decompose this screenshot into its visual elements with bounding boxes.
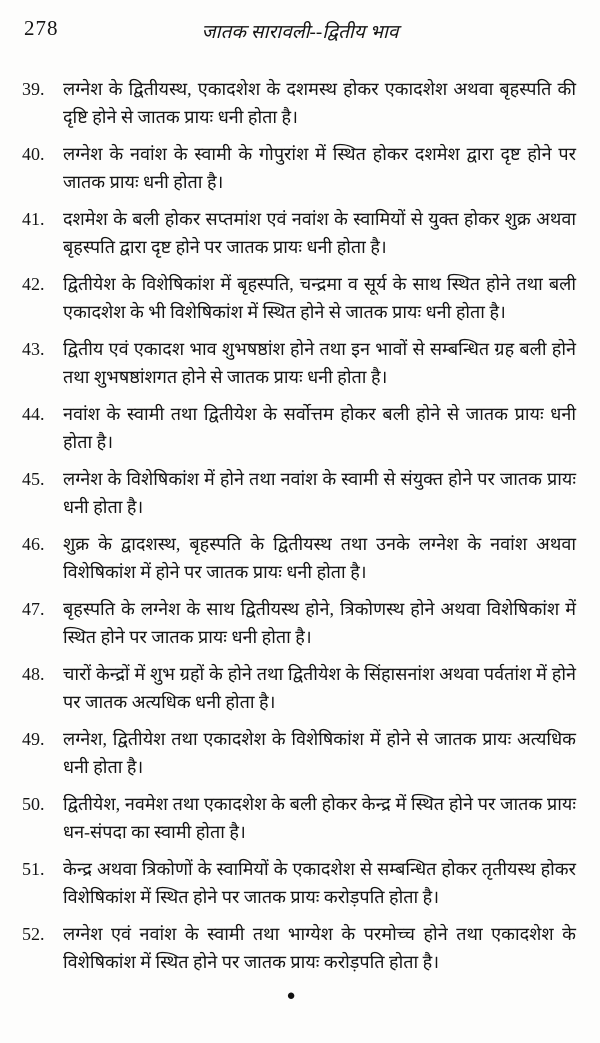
item-text: चारों केन्द्रों में शुभ ग्रहों के होने तथा द्वितीयेश के सिंहासनांश अथवा पर्वतांश में होने पर जातक अत्यधिक धनी होता है।	[63, 664, 576, 712]
running-header-title: जातक सारावली--द्वितीय भाव	[201, 22, 399, 43]
list-item	[22, 595, 576, 651]
item-number: 44.	[22, 404, 45, 424]
item-text: द्वितीय एवं एकादश भाव शुभषष्ठांश होने तथा इन भावों से सम्बन्धित ग्रह बली होने तथा शुभषष्ठांशगत होने से जातक प्रायः धनी होता है।	[63, 339, 576, 387]
item-text: लग्नेश, द्वितीयेश तथा एकादशेश के विशेषिकांश में होने से जातक प्रायः अत्यधिक धनी होता है।	[63, 729, 576, 777]
item-number: 47.	[22, 599, 45, 619]
item-number: 42.	[22, 274, 45, 294]
item-text: द्वितीयेश के विशेषिकांश में बृहस्पति, चन्द्रमा व सूर्य के साथ स्थित होने तथा बली एकादशेश के भी विशेषिकांश में स्थित होने से जातक प्रायः धनी होता है।	[63, 274, 576, 322]
item-number: 45.	[22, 469, 45, 489]
item-number: 46.	[22, 534, 45, 554]
item-text: केन्द्र अथवा त्रिकोणों के स्वामियों के एकादशेश से सम्बन्धित होकर तृतीयस्थ होकर विशेषिकांश में स्थित होने पर जातक प्रायः करोड़पति होता है।	[63, 859, 576, 907]
list-item	[22, 270, 576, 326]
item-text: द्वितीयेश, नवमेश तथा एकादशेश के बली होकर केन्द्र में स्थित होने पर जातक प्रायः धन-संपदा का स्वामी होता है।	[63, 794, 576, 842]
item-text: बृहस्पति के लग्नेश के साथ द्वितीयस्थ होने, त्रिकोणस्थ होने अथवा विशेषिकांश में स्थित होने पर जातक प्रायः धनी होता है।	[63, 599, 576, 647]
item-text: दशमेश के बली होकर सप्तमांश एवं नवांश के स्वामियों से युक्त होकर शुक्र अथवा बृहस्पति द्वारा दृष्ट होने पर जातक प्रायः धनी होता है।	[63, 209, 576, 257]
list-item	[22, 790, 576, 846]
list-item	[22, 920, 576, 976]
item-number: 50.	[22, 794, 45, 814]
end-dot-glyph: ●	[286, 988, 296, 1004]
list-item	[22, 205, 576, 261]
item-text: लग्नेश के नवांश के स्वामी के गोपुरांश में स्थित होकर दशमेश द्वारा दृष्ट होने पर जातक प्रायः धनी होता है।	[63, 144, 576, 192]
item-number: 49.	[22, 729, 45, 749]
item-number: 39.	[22, 79, 45, 99]
item-text: लग्नेश एवं नवांश के स्वामी तथा भाग्येश के परमोच्च होने तथा एकादशेश के विशेषिकांश में स्थित होने पर जातक प्रायः करोड़पति होता है।	[63, 924, 576, 972]
item-number: 51.	[22, 859, 45, 879]
item-number: 40.	[22, 144, 45, 164]
item-number: 52.	[22, 924, 45, 944]
section-end-dot	[0, 989, 600, 1004]
list-item	[22, 140, 576, 196]
item-text: नवांश के स्वामी तथा द्वितीयेश के सर्वोत्तम होकर बली होने से जातक प्रायः धनी होता है।	[63, 404, 576, 452]
item-text: लग्नेश के द्वितीयस्थ, एकादशेश के दशमस्थ होकर एकादशेश अथवा बृहस्पति की दृष्टि होने से जातक प्रायः धनी होता है।	[63, 79, 576, 127]
list-item	[22, 725, 576, 781]
list-item	[22, 400, 576, 456]
numbered-list	[22, 75, 576, 976]
list-item	[22, 465, 576, 521]
page-header	[0, 16, 600, 44]
item-number: 43.	[22, 339, 45, 359]
list-item	[22, 75, 576, 131]
item-text: शुक्र के द्वादशस्थ, बृहस्पति के द्वितीयस्थ तथा उनके लग्नेश के नवांश अथवा विशेषिकांश में होने पर जातक प्रायः धनी होता है।	[63, 534, 576, 582]
item-number: 41.	[22, 209, 45, 229]
list-item	[22, 335, 576, 391]
page-number: 278	[24, 16, 59, 40]
item-text: लग्नेश के विशेषिकांश में होने तथा नवांश के स्वामी से संयुक्त होने पर जातक प्रायः धनी होता है।	[63, 469, 576, 517]
item-number: 48.	[22, 664, 45, 684]
list-item	[22, 855, 576, 911]
list-item	[22, 660, 576, 716]
list-item	[22, 530, 576, 586]
